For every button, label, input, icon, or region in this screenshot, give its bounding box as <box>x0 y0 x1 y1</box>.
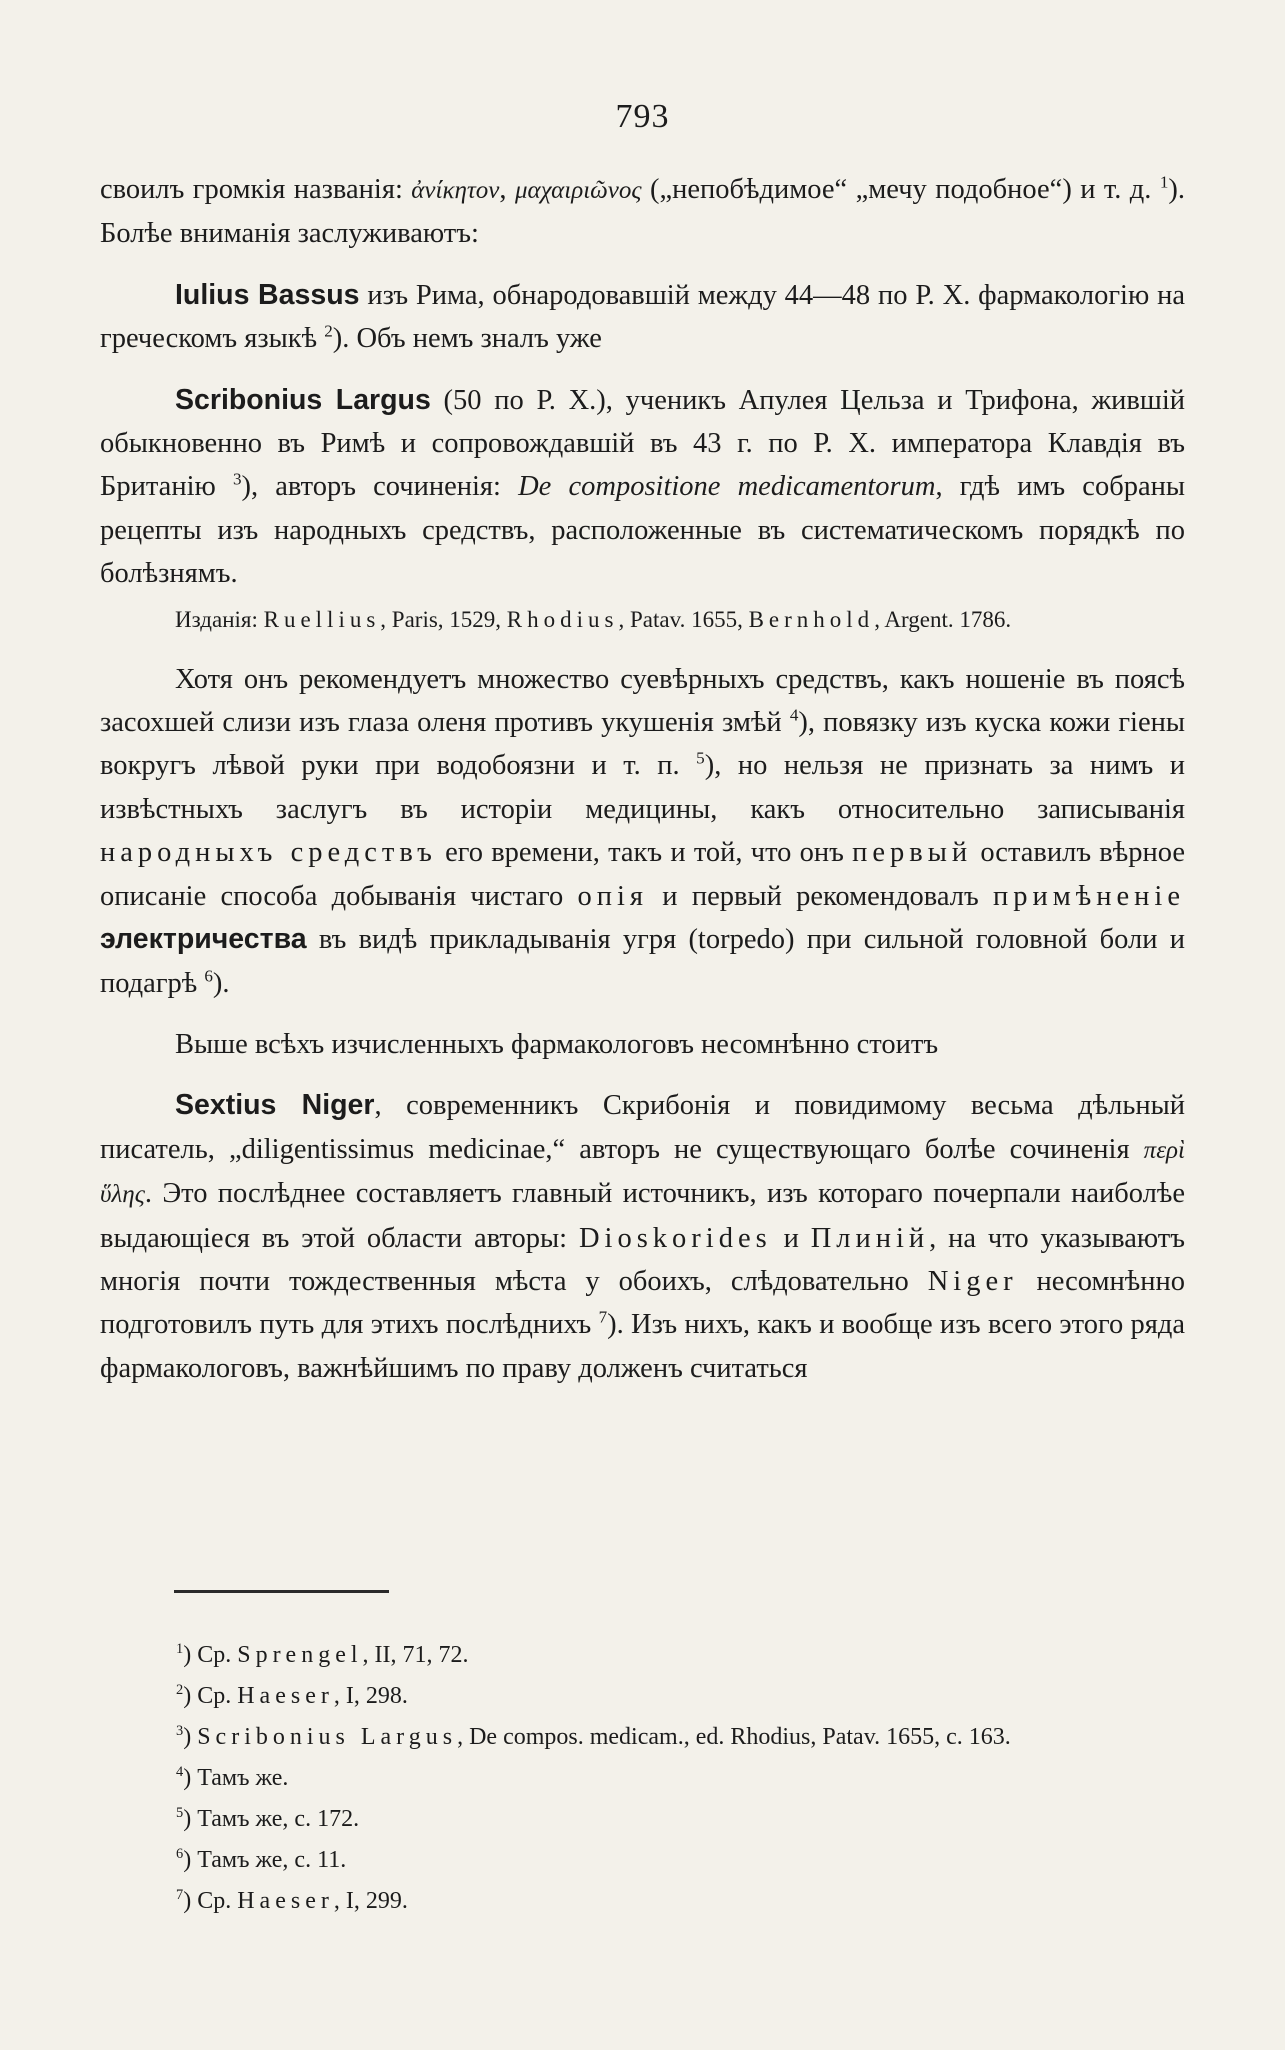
editor-name: Bernhold <box>748 606 875 632</box>
text-run: , Paris, 1529, <box>380 606 507 632</box>
emphasis: примѣненiе <box>993 880 1185 912</box>
editor-name: Ruellius <box>263 606 381 632</box>
text-run: ), но нельзя не признать за нимъ и извѣстныхъ заслугъ въ исторiи медицины, какъ относительно записыванiя <box>100 750 1185 825</box>
editions-note <box>100 600 1185 640</box>
greek-word: μαχαιριῶνος <box>514 177 642 204</box>
text-run: въ видѣ прикладыванiя угря (torpedo) при сильной головной боли и подагрѣ <box>100 924 1185 999</box>
text-run: несомнѣнно подготовилъ путь для этихъ послѣднихъ <box>100 1265 1186 1341</box>
footnote-number: 2 <box>176 1682 184 1698</box>
footnote-ref[interactable]: 2 <box>324 321 333 341</box>
text-run: („непобѣдимое“ „мечу подобное“) и т. д. <box>641 174 1160 205</box>
paragraph-scribonius <box>100 379 1185 596</box>
paragraph-niger <box>100 1084 1185 1390</box>
text-run: , I, 298. <box>333 1683 408 1709</box>
work-title: De compositione medicamentorum <box>518 471 936 503</box>
footnote-ref[interactable]: 4 <box>789 705 799 725</box>
paragraph-merits <box>100 658 1185 1005</box>
footnotes <box>176 1635 1186 1922</box>
footnote-divider <box>174 1590 389 1593</box>
text-run: Хотя онъ рекомендуетъ множество суевѣрныхъ средствъ, какъ ношенiе въ поясѣ засохшей слизи изъ глаза оленя противъ укушенiя змѣй <box>100 663 1185 739</box>
text-run: Выше всѣхъ изчисленныхъ фармакологовъ несомнѣнно стоитъ <box>175 1028 939 1060</box>
emphasis: народныхъ средствъ <box>100 837 437 869</box>
text-run: Ср. <box>197 1888 238 1914</box>
text-run: ). <box>212 967 230 999</box>
body-text <box>100 168 1185 1390</box>
text-run: , <box>499 174 515 205</box>
cited-author: Haeser <box>237 1683 334 1709</box>
text-run: , De compos. medicam., ed. Rhodius, Patav. 1655, c. 163. <box>457 1724 1011 1750</box>
footnote-number: 3 <box>176 1723 184 1739</box>
emphasis: Плинiй <box>810 1222 930 1254</box>
footnote-number: 1 <box>176 1641 184 1657</box>
footnote: $^6$) Тамъ же, с. 11. <box>176 1846 347 1873</box>
text-run: ). Объ немъ зналъ уже <box>332 323 602 355</box>
emphasis-bold: электричества <box>100 923 307 956</box>
footnote-ref[interactable]: 6 <box>204 966 213 985</box>
text-run: (50 по Р. X.), ученикъ Апулея Цельза и Трифона, жившiй обыкновенно въ Римѣ и сопровождавшiй въ 43 г. по Р. X. императора Клавдiя въ Британiю <box>100 384 1185 503</box>
text-run: ), авторъ сочиненiя: <box>241 471 519 503</box>
text-run: оставилъ вѣрное описанiе способа добыванiя чистаго <box>100 837 1185 912</box>
cited-author: Scribonius Largus <box>197 1724 458 1750</box>
text-run: Тамъ же, с. 11. <box>197 1847 347 1873</box>
footnote: $^4$) Тамъ же. <box>176 1764 289 1791</box>
text-run: Ср. <box>197 1683 238 1709</box>
text-run: , Patav. 1655, <box>618 606 749 632</box>
text-run: , современникъ Скрибонiя и повидимому весьма дѣльный писатель, „diligentissimus medicinae,“ авторъ не существующаго болѣе сочиненiя <box>100 1090 1185 1165</box>
footnote-number: 7 <box>176 1887 184 1903</box>
footnote-ref[interactable]: 5 <box>696 748 705 768</box>
emphasis: Dioskorides <box>578 1222 772 1254</box>
footnote: $^2$) Ср. Haeser, I, 298. <box>176 1682 408 1709</box>
footnote-number: 6 <box>176 1846 184 1862</box>
emphasis: Niger <box>927 1265 1018 1297</box>
author-name: Iulius Bassus <box>175 278 360 311</box>
cited-author: Sprengel <box>237 1642 363 1668</box>
footnote-ref[interactable]: 7 <box>598 1307 608 1327</box>
text-run: Тамъ же, с. 172. <box>197 1806 360 1832</box>
paragraph-transition <box>100 1023 1185 1066</box>
text-run: ). Болѣе вниманiя заслуживаютъ: <box>100 174 1185 250</box>
author-name: Scribonius Largus <box>175 383 431 416</box>
footnote: $^7$) Ср. Haeser, I, 299. <box>176 1887 408 1914</box>
text-run: ). Изъ нихъ, какъ и вообще изъ всего этого ряда фармакологовъ, важнѣйшимъ по праву долженъ считаться <box>100 1309 1185 1384</box>
editor-name: Rhodius <box>506 606 619 632</box>
text-run: и первый рекомендовалъ <box>648 880 993 912</box>
text-run: Изданiя: <box>175 606 264 632</box>
footnote-ref[interactable]: 3 <box>232 469 242 489</box>
text-run: Тамъ же. <box>197 1765 289 1791</box>
text-run: изъ Рима, обнародовавшiй между 44—48 по Р. X. фармакологiю на греческомъ языкѣ <box>100 279 1186 355</box>
text-run: , на что указываютъ многiя почти тождественныя мѣста у обоихъ, слѣдовательно <box>100 1222 1186 1297</box>
text-run: Ср. <box>197 1642 238 1668</box>
text-run: и <box>771 1222 811 1254</box>
greek-word: ἀνίκητον <box>411 177 500 204</box>
footnote: $^1$) Ср. Sprengel, II, 71, 72. <box>176 1641 469 1668</box>
greek-word: περὶ ὕλης <box>100 1136 1185 1209</box>
text-run: его времени, такъ и той, что онъ <box>436 837 853 869</box>
text-run: , I, 299. <box>333 1888 408 1914</box>
emphasis: первый <box>852 837 973 869</box>
text-run: , II, 71, 72. <box>362 1642 469 1668</box>
emphasis: опiя <box>577 880 649 912</box>
cited-author: Haeser <box>237 1888 334 1914</box>
text-run: , Argent. 1786. <box>874 606 1012 632</box>
text-run: , гдѣ имъ собраны рецепты изъ народныхъ средствъ, расположенные въ систематическомъ порядкѣ по болѣзнямъ. <box>100 471 1185 590</box>
text-run: своилъ громкiя названiя: <box>100 174 412 205</box>
footnote: $^3$) Scribonius Largus, De compos. medicam., ed. Rhodius, Patav. 1655, c. 163. <box>176 1723 1011 1750</box>
text-run: . Это послѣднее составляетъ главный источникъ, изъ котораго почерпали наиболѣе выдающiеся въ этой области авторы: <box>100 1178 1185 1254</box>
paragraph-bassus <box>100 274 1185 361</box>
footnote: $^5$) Тамъ же, с. 172. <box>176 1805 360 1832</box>
text-run: ), повязку изъ куска кожи гiены вокругъ лѣвой руки при водобоязни и т. п. <box>100 707 1186 782</box>
footnote-ref[interactable]: 1 <box>1159 172 1169 192</box>
author-name: Sextius Niger <box>175 1089 375 1122</box>
footnote-number: 4 <box>176 1764 184 1780</box>
page-number: 793 <box>615 98 670 135</box>
paragraph-1 <box>100 168 1185 256</box>
footnote-number: 5 <box>176 1805 184 1821</box>
